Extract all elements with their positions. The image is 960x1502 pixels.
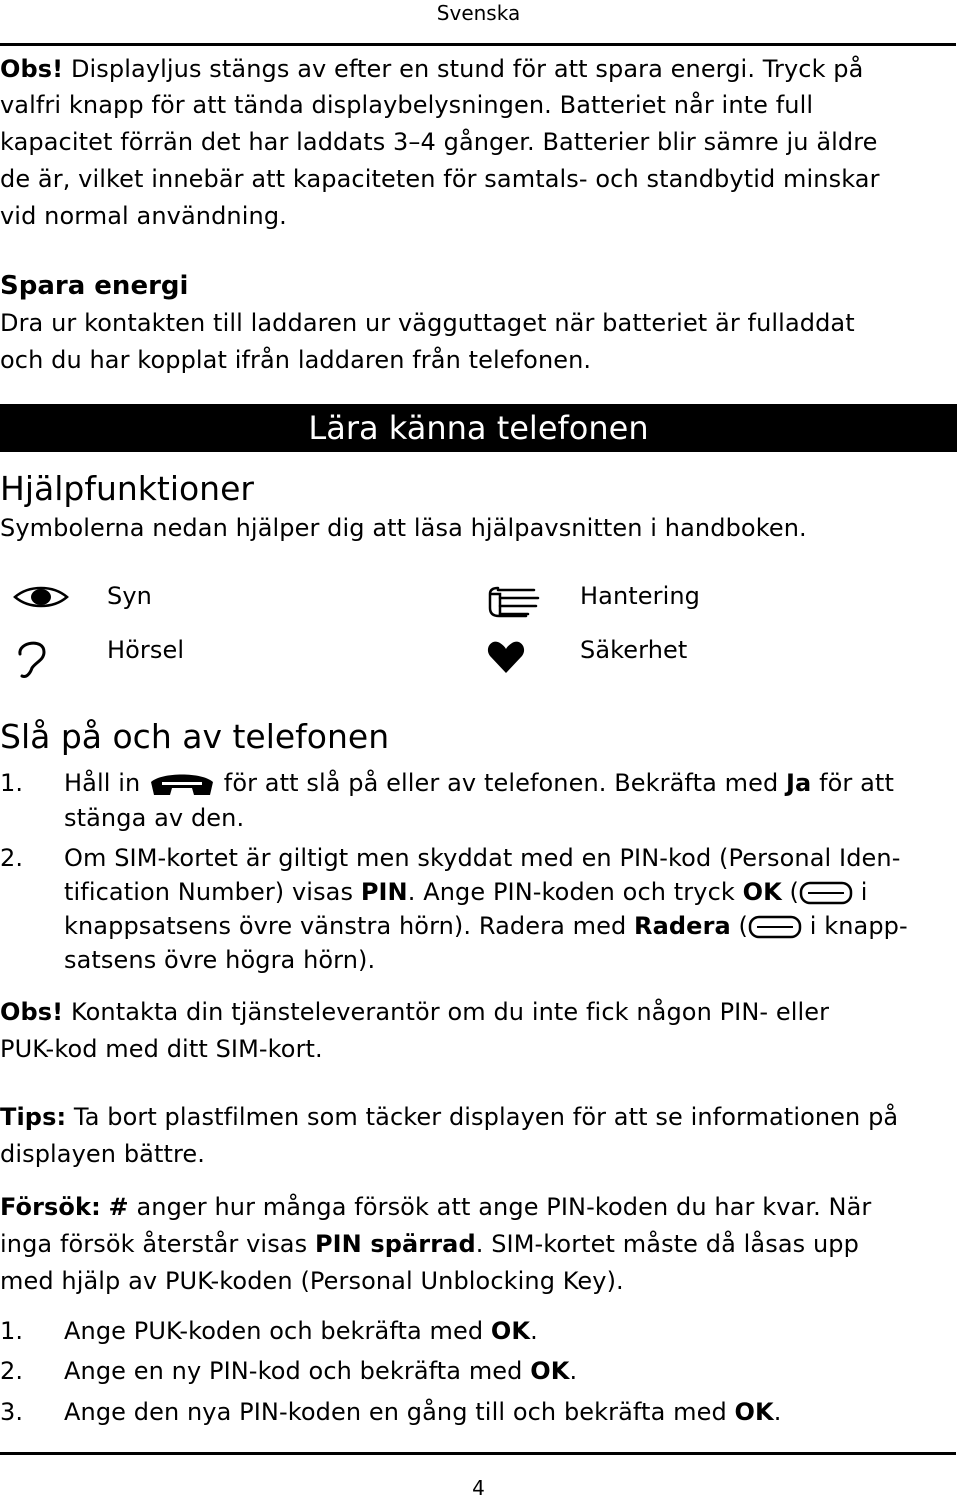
step2-text-e: knappsatsens övre vänstra hörn). Radera med (64, 912, 627, 940)
tips-line-1 (0, 1099, 898, 1136)
note1-line-2: valfri knapp för att tända displaybelysningen. Batteriet når inte full (0, 91, 814, 119)
section-bar-title: Lära känna telefonen (308, 409, 649, 447)
save-energy-line-2: och du har kopplat ifrån laddaren från telefonen. (0, 346, 592, 374)
step2-text-f: ( (738, 912, 748, 940)
tips-text: Ta bort plastfilmen som täcker displayen för att se informationen på (73, 1103, 899, 1131)
puk-step-1-end: . (530, 1317, 538, 1345)
help-heading: Hjälpfunktioner (0, 469, 254, 508)
step2-line-1: Om SIM-kortet är giltigt men skyddat med en PIN-kod (Personal Iden- (64, 844, 901, 872)
step1-text-c: för att (819, 769, 894, 797)
symbol-label-horsel: Hörsel (107, 636, 185, 664)
note2-label: Obs! (0, 998, 64, 1026)
note2-line-2: PUK-kod med ditt SIM-kort. (0, 1035, 323, 1063)
tips-label: Tips: (0, 1103, 67, 1131)
puk-step-3 (64, 1394, 781, 1431)
attempts-line-1 (0, 1189, 871, 1226)
step1-line-2: stänga av den. (64, 804, 245, 832)
step2-text-a: tification Number) visas (64, 878, 354, 906)
step2-text-b: . Ange PIN-koden och tryck (407, 878, 735, 906)
power-heading: Slå på och av telefonen (0, 717, 390, 756)
puk-step-1-number: 1. (0, 1317, 24, 1345)
help-intro: Symbolerna nedan hjälper dig att läsa hjälpavsnitten i handboken. (0, 514, 807, 542)
page-number: 4 (472, 1476, 485, 1500)
puk-step-2-number: 2. (0, 1357, 24, 1385)
note1-line-4: de är, vilket innebär att kapaciteten för samtals- och standbytid minskar (0, 165, 880, 193)
header-rule (0, 43, 956, 46)
left-softkey-icon (799, 881, 853, 905)
note2-line-1 (0, 994, 829, 1031)
note1-line-3: kapacitet förrän det har laddats 3–4 gånger. Batterier blir sämre ju äldre (0, 128, 878, 156)
note1-label: Obs! (0, 55, 64, 83)
attempts-text-2a: inga försök återstår visas (0, 1230, 308, 1258)
heart-icon (486, 640, 526, 674)
puk-step-3-ok: OK (734, 1398, 774, 1426)
step1-ja: Ja (786, 769, 812, 797)
end-call-key-icon (148, 770, 216, 798)
puk-step-2-text: Ange en ny PIN-kod och bekräfta med (64, 1357, 523, 1385)
note1-text: Displayljus stängs av efter en stund för att spara energi. Tryck på (70, 55, 864, 83)
step1-number: 1. (0, 769, 24, 797)
puk-step-1-text: Ange PUK-koden och bekräfta med (64, 1317, 484, 1345)
puk-step-1 (64, 1313, 538, 1350)
save-energy-heading: Spara energi (0, 271, 189, 301)
attempts-blocked: PIN spärrad (314, 1230, 476, 1258)
note1-line-5: vid normal användning. (0, 202, 287, 230)
symbol-label-sakerhet: Säkerhet (580, 636, 688, 664)
note1-line-1 (0, 51, 863, 88)
step2-line-2 (64, 874, 868, 911)
step1-text-b: för att slå på eller av telefonen. Bekräfta med (223, 769, 779, 797)
note2-text: Kontakta din tjänsteleverantör om du inte fick någon PIN- eller (70, 998, 830, 1026)
step2-text-g: i knapp- (809, 912, 908, 940)
attempts-line-3: med hjälp av PUK-koden (Personal Unblocking Key). (0, 1267, 624, 1295)
ear-icon (14, 636, 48, 680)
puk-step-3-end: . (773, 1398, 782, 1426)
puk-step-2-ok: OK (530, 1357, 570, 1385)
right-softkey-icon (748, 915, 802, 939)
hand-icon (486, 584, 542, 618)
header-language: Svenska (436, 1, 521, 25)
eye-icon (12, 584, 70, 610)
attempts-label: Försök: (0, 1193, 101, 1221)
attempts-line-2 (0, 1226, 859, 1263)
step2-radera: Radera (634, 912, 731, 940)
tips-line-2: displayen bättre. (0, 1140, 206, 1168)
attempts-text-2b: . SIM-kortet måste då låsas upp (475, 1230, 859, 1258)
step2-ok: OK (742, 878, 782, 906)
save-energy-line-1: Dra ur kontakten till laddaren ur vägguttaget när batteriet är fulladdat (0, 309, 855, 337)
step1-text-a: Håll in (64, 769, 141, 797)
step1-line-1 (64, 765, 894, 802)
step2-line-3 (64, 908, 908, 945)
step2-text-c: ( (789, 878, 800, 906)
step2-text-d: i (860, 878, 868, 906)
puk-step-2-end: . (569, 1357, 578, 1385)
step2-number: 2. (0, 844, 24, 872)
puk-step-3-number: 3. (0, 1398, 24, 1426)
attempts-text-1: anger hur många försök att ange PIN-koden du har kvar. När (136, 1193, 872, 1221)
footer-rule (0, 1452, 956, 1455)
symbol-label-hantering: Hantering (580, 582, 701, 610)
puk-step-1-ok: OK (490, 1317, 531, 1345)
puk-step-3-text: Ange den nya PIN-koden en gång till och bekräfta med (64, 1398, 727, 1426)
step2-pin: PIN (360, 878, 408, 906)
attempts-hash: # (108, 1193, 129, 1221)
symbol-label-syn: Syn (107, 582, 152, 610)
step2-line-4: satsens övre högra hörn). (64, 946, 376, 974)
puk-step-2 (64, 1353, 577, 1390)
